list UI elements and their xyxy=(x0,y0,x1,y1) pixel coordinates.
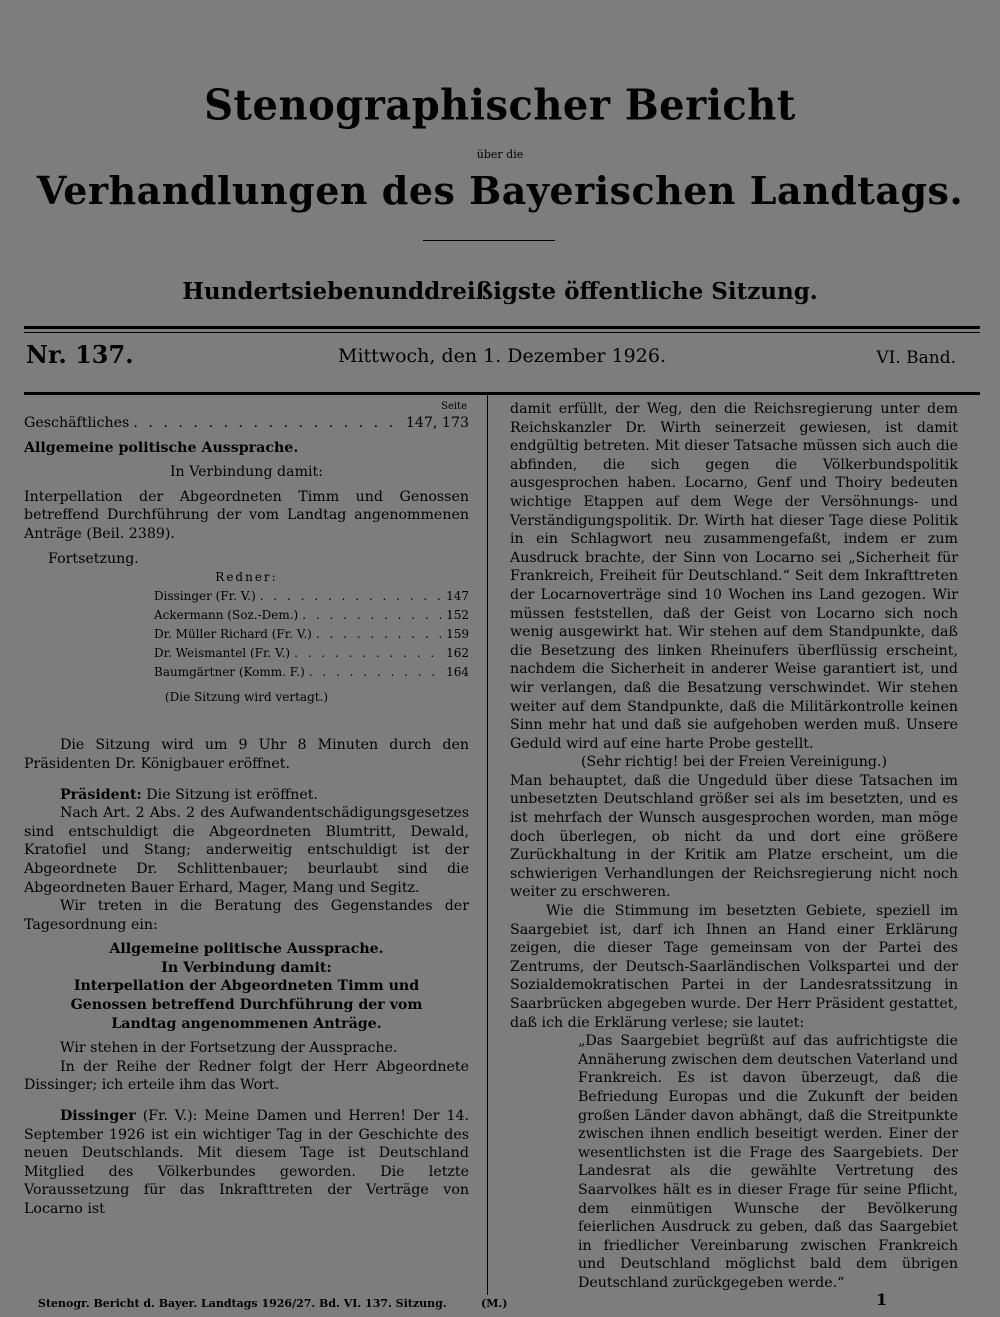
speaker-page: 159 xyxy=(446,626,469,641)
footer-reference: Stenogr. Bericht d. Bayer. Landtags 1926/27. Bd. VI. 137. Sitzung. xyxy=(38,1297,447,1310)
column-divider xyxy=(487,395,488,1295)
speaker-list xyxy=(154,587,469,682)
speaker-page: 164 xyxy=(446,664,469,679)
document-title: Stenographischer Bericht xyxy=(204,80,796,131)
toc-vertagt: (Die Sitzung wird vertagt.) xyxy=(164,689,329,704)
speaker-label: Präsident: xyxy=(60,786,142,803)
body-paragraph: Wie die Stimmung im besetzten Gebiete, speziell im Saargebiet ist, darf ich Ihnen an Hand einer Erklärung zeigen, die dieser Tage gemeinsam von der Partei des Zentrums, der Deutsch-Saarländischen Volkspartei und der Sozialdemokratischen Partei in der Landesratssitzung in Saarbrücken abgegeben wurde. Der Herr Präsident gestattet, daß ich die Erklärung verlese; sie lautet: xyxy=(510,903,958,1031)
speaker-entry xyxy=(154,663,469,682)
agenda-heading: Interpellation der Abgeordneten Timm und Genossen betreffend Durchführung der vom Landtag angenommenen Anträge. xyxy=(70,978,423,1032)
toc-leader-dots xyxy=(309,663,442,682)
president-statement xyxy=(24,786,469,805)
speaker-name: Dissinger (Fr. V.) xyxy=(154,588,256,603)
agenda-heading: In Verbindung damit: xyxy=(161,959,332,976)
toc-verbindung: In Verbindung damit: xyxy=(169,464,324,481)
body-paragraph: Wir treten in die Beratung des Gegenstandes der Tagesordnung ein: xyxy=(24,898,469,933)
toc-leader-dots xyxy=(133,414,401,433)
toc-redner-label: Redner: xyxy=(215,570,278,585)
speaker-page: 147 xyxy=(446,588,469,603)
speaker-name: Ackermann (Soz.-Dem.) xyxy=(154,607,299,622)
right-column xyxy=(510,400,958,1293)
toc-entry-geschaeftliches xyxy=(24,414,469,433)
speaker-page: 152 xyxy=(446,607,469,622)
speaker-name: Dr. Weismantel (Fr. V.) xyxy=(154,645,291,660)
header-rule-top xyxy=(24,326,980,329)
speech-text: (Fr. V.): Meine Damen und Herren! Der 14. September 1926 ist ein wichtiger Tag in der Geschichte des neuen Deutschlands. Mit diesem Tage ist Deutschland Mitglied des Völkerbundes geworden. Die letzte Voraussetzung für das Inkrafttreten der Verträge von Locarno ist xyxy=(24,1108,470,1217)
issue-date: Mittwoch, den 1. Dezember 1926. xyxy=(338,345,666,367)
toc-leader-dots xyxy=(294,644,442,663)
body-paragraph: Nach Art. 2 Abs. 2 des Aufwandentschädigungsgesetzes sind entschuldigt die Abgeordneten Blumtritt, Dewald, Kratofiel und Stang; anderweitig entschuldigt ist der Abgeordnete Dr. Schlittenbauer; beurlaubt sind die Abgeordneten Bauer Erhard, Mager, Mang und Segitz. xyxy=(24,805,469,896)
issue-volume: VI. Band. xyxy=(876,348,956,368)
document-subtitle: Verhandlungen des Bayerischen Landtags. xyxy=(36,168,964,213)
body-paragraph: Man behauptet, daß die Ungeduld über diese Tatsachen im unbesetzten Deutschland größer sei als im besetzten, und es ist mehrfach der Wunsch ausgesprochen worden, man möge doch überlegen, ob nicht da und dort eine größere Zurückhaltung in der Kritik am Platze erscheint, um die schwierigen Verhandlungen der Reichsregierung nicht noch weiter zu erschweren. xyxy=(510,772,958,901)
speaker-entry xyxy=(154,644,469,663)
issue-number: Nr. 137. xyxy=(26,340,134,369)
toc-page-label: Seite xyxy=(441,401,467,412)
toc-fortsetzung: Fortsetzung. xyxy=(48,550,139,567)
opening-paragraph: Die Sitzung wird um 9 Uhr 8 Minuten durch den Präsidenten Dr. Königbauer eröffnet. xyxy=(24,737,469,772)
title-divider xyxy=(423,240,555,241)
body-paragraph: In der Reihe der Redner folgt der Herr Abgeordnete Dissinger; ich erteile ihm das Wort. xyxy=(24,1058,469,1094)
toc-leader-dots xyxy=(316,625,442,644)
toc-entry-label: Geschäftliches xyxy=(24,415,130,431)
speaker-entry xyxy=(154,587,469,606)
speaker-name: Dr. Müller Richard (Fr. V.) xyxy=(154,626,312,641)
title-connector: über die xyxy=(476,148,524,161)
speaker-label: Dissinger xyxy=(60,1108,136,1125)
body-paragraph: Wir stehen in der Fortsetzung der Aussprache. xyxy=(60,1040,398,1057)
toc-leader-dots xyxy=(302,606,442,625)
left-column xyxy=(24,400,469,1219)
header-rule-bottom xyxy=(24,392,980,395)
speaker-page: 162 xyxy=(446,645,469,660)
toc-entry-pages: 147, 173 xyxy=(405,415,469,431)
page-number: 1 xyxy=(876,1290,888,1309)
footer-mark: (M.) xyxy=(481,1297,508,1310)
toc-leader-dots xyxy=(260,587,442,606)
interjection: (Sehr richtig! bei der Freien Vereinigung.) xyxy=(580,754,888,771)
speech-text: Die Sitzung ist eröffnet. xyxy=(146,786,318,803)
quoted-declaration: „Das Saargebiet begrüßt auf das aufrichtigste die Annäherung zwischen dem deutschen Vaterland und Frankreich. Es ist davon überzeugt, daß die Befriedung Europas und die Zukunft der beiden großen Länder davon abhängt, daß die Streitpunkte zwischen ihnen endlich beseitigt werden. Einer der wesentlichsten ist die Frage des Saargebiets. Der Landesrat als die gewählte Vertretung des Saarvolkes hält es in dieser Frage für seine Pflicht, dem einmütigen Wunsche der Bevölkerung feierlichen Ausdruck zu geben, daß das Saargebiet in friedlicher Vereinbarung zwischen Frankreich und Deutschland möglichst bald dem übrigen Deutschland zurückgegeben werde.“ xyxy=(578,1033,958,1291)
dissinger-speech xyxy=(24,1107,469,1219)
session-title: Hundertsiebenunddreißigste öffentliche Sitzung. xyxy=(182,278,818,305)
agenda-heading: Allgemeine politische Aussprache. xyxy=(109,941,384,958)
speaker-entry xyxy=(154,625,469,644)
toc-interpellation: Interpellation der Abgeordneten Timm und Genossen betreffend Durchführung der vom Landtag angenommenen Anträge (Beil. 2389). xyxy=(24,488,469,542)
body-paragraph: damit erfüllt, der Weg, den die Reichsregierung unter dem Reichskanzler Dr. Wirth seinerzeit gewiesen, ist damit endgültig betreten. Mit dieser Tatsache müssen sich auch die abfinden, die sich gegen die Völkerbundspolitik ausgesprochen haben. Locarno, Genf und Thoiry bedeuten wichtige Etappen auf dem Wege der Versöhnungs- und Verständigungspolitik. Dr. Wirth hat dieser Tage diese Politik in ein Schlagwort neu zusammengefaßt, indem er zum Ausdruck brachte, der Sinn von Locarno sei „Sicherheit für Frankreich, Freiheit für Deutschland.“ Seit dem Inkrafttreten der Locarnoverträge sind 10 Wochen ins Land gezogen. Wir müssen feststellen, daß der Geist von Locarno sich noch wenig ausgewirkt hat. Wir stehen auf dem Standpunkte, daß die Besetzung des linken Rheinufers überflüssig erscheint, nachdem die Sicherheit in anderer Weise garantiert ist, und wir verlangen, daß die Besatzung verschwindet. Wir stehen weiter auf dem Standpunkte, daß die Militärkontrolle keinen Sinn mehr hat und daß sie aufgehoben werden muß. Unsere Geduld wird auf eine harte Probe gestellt. xyxy=(510,401,958,752)
speaker-name: Baumgärtner (Komm. F.) xyxy=(154,664,305,679)
speaker-entry xyxy=(154,606,469,625)
header-rule-thin xyxy=(24,332,980,333)
toc-heading-aussprache: Allgemeine politische Aussprache. xyxy=(24,439,299,456)
